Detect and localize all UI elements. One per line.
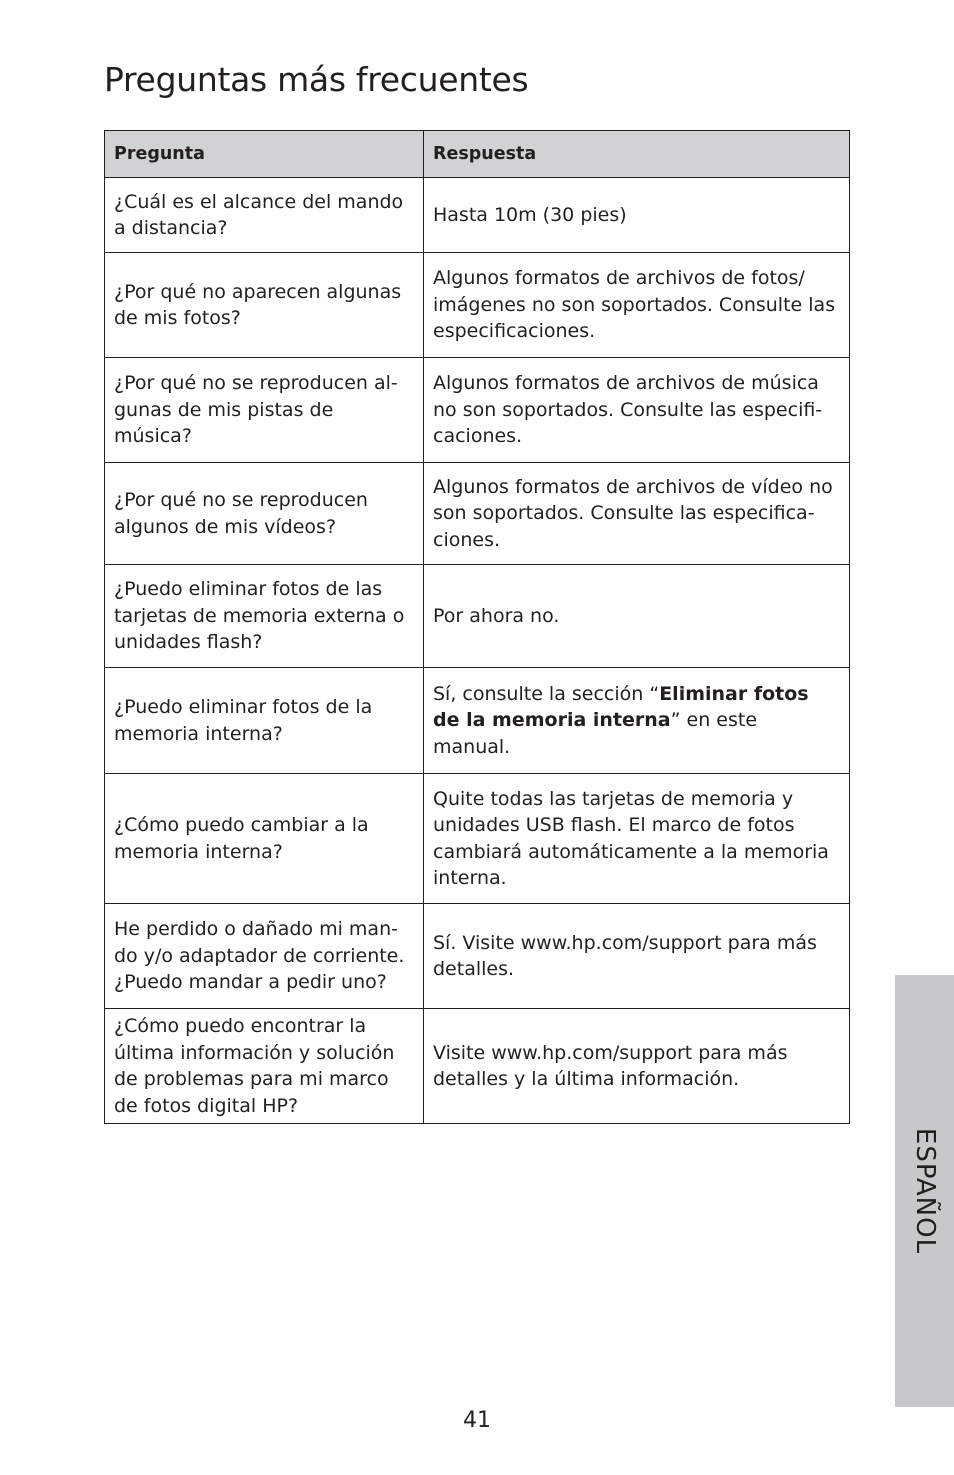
answer-cell: Algunos formatos de archivos de fotos/ imágenes no son soportados. Consulte las especificaciones. [424,253,850,358]
question-cell: ¿Por qué no se reproducen al-gunas de mis pistas de música? [105,358,424,463]
table-row [105,178,850,253]
question-cell: ¿Por qué no se reproducen algunos de mis vídeos? [105,463,424,565]
answer-cell: Hasta 10m (30 pies) [424,178,850,253]
table-row [105,774,850,904]
answer-cell: Algunos formatos de archivos de vídeo no son soportados. Consulte las especifica-ciones. [424,463,850,565]
table-row [105,1009,850,1124]
answer-cell: Algunos formatos de archivos de música no son soportados. Consulte las especifi-caciones. [424,358,850,463]
faq-table [104,130,850,1124]
answer-cell: Quite todas las tarjetas de memoria y unidades USB flash. El marco de fotos cambiará automáticamente a la memoria interna. [424,774,850,904]
language-side-tab [895,975,954,1407]
section-reference: Eliminar fotos de la memoria interna [433,682,809,732]
table-row [105,668,850,774]
question-cell: ¿Por qué no aparecen algunas de mis fotos? [105,253,424,358]
table-row [105,253,850,358]
answer-cell: Sí. Visite www.hp.com/support para más detalles. [424,904,850,1009]
table-row [105,565,850,668]
answer-cell [424,668,850,774]
table-row [105,904,850,1009]
answer-text: ” en este manual. [433,709,758,758]
question-cell: ¿Cuál es el alcance del mando a distancia? [105,178,424,253]
page-title: Preguntas más frecuentes [104,60,529,99]
header-question: Pregunta [105,131,424,178]
table-row [105,358,850,463]
question-cell: ¿Cómo puedo cambiar a la memoria interna? [105,774,424,904]
question-cell: ¿Puedo eliminar fotos de las tarjetas de memoria externa o unidades flash? [105,565,424,668]
header-answer: Respuesta [424,131,850,178]
question-cell: He perdido o dañado mi man-do y/o adaptador de corriente. ¿Puedo mandar a pedir uno? [105,904,424,1009]
answer-cell: Visite www.hp.com/support para más detalles y la última información. [424,1009,850,1124]
table-header-row [105,131,850,178]
language-label: ESPAÑOL [909,1127,940,1255]
question-cell: ¿Puedo eliminar fotos de la memoria interna? [105,668,424,774]
page-number: 41 [463,1408,491,1433]
answer-cell: Por ahora no. [424,565,850,668]
answer-text: Sí, consulte la sección “ [433,682,660,705]
table-row [105,463,850,565]
question-cell: ¿Cómo puedo encontrar la última información y solución de problemas para mi marco de fotos digital HP? [105,1009,424,1124]
